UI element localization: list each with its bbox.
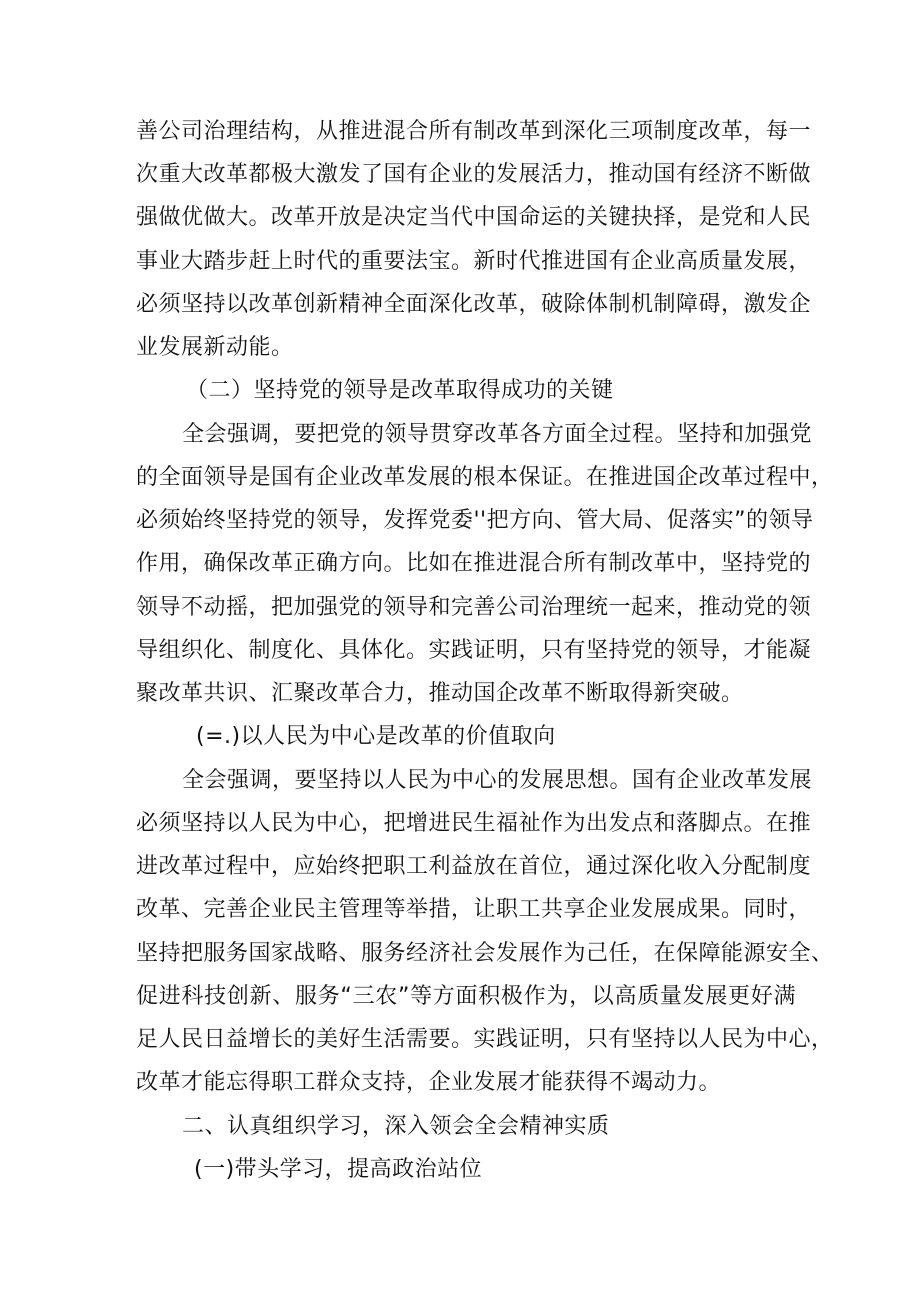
section-heading: 二、认真组织学习，深入领会全会精神实质	[182, 1114, 610, 1139]
paragraph-line: 导组织化、制度化、具体化。实践证明，只有坚持党的领导，才能凝	[136, 638, 812, 663]
paragraph-line: 强做优做大。改革开放是决定当代中国命运的关键抉择，是党和人民	[136, 205, 812, 230]
section-subheading: (=.)以人民为中心是改革的价值取向	[196, 724, 556, 749]
paragraph-line: 进改革过程中，应始终把职工利益放在首位，通过深化收入分配制度	[136, 854, 812, 879]
paragraph-line: 必须坚持以改革创新精神全面深化改革，破除体制机制障碍，激发企	[136, 292, 812, 317]
paragraph-line: 促进科技创新、服务“三农”等方面积极作为，以高质量发展更好满	[136, 984, 796, 1009]
paragraph-line: 聚改革共识、汇聚改革合力，推动国企改革不断取得新突破。	[136, 681, 744, 706]
paragraph-line: 必须坚持以人民为中心，把增进民生福祉作为出发点和落脚点。在推	[136, 811, 812, 836]
paragraph-line: 事业大踏步赶上时代的重要法宝。新时代推进国有企业高质量发展，	[136, 249, 812, 274]
paragraph-line: 足人民日益增长的美好生活需要。实践证明，只有坚持以人民为中心，	[136, 1027, 834, 1052]
paragraph-line: 全会强调，要把党的领导贯穿改革各方面全过程。坚持和加强党	[182, 422, 813, 447]
paragraph-line: 作用，确保改革正确方向。比如在推进混合所有制改革中，坚持党的	[136, 551, 812, 576]
paragraph-line: 改革才能忘得职工群众支持，企业发展才能获得不竭动力。	[136, 1070, 722, 1095]
paragraph-line: 坚持把服务国家战略、服务经济社会发展作为己任，在保障能源安全、	[136, 941, 834, 966]
paragraph-line: 的全面领导是国有企业改革发展的根本保证。在推进国企改革过程中，	[136, 465, 834, 490]
section-subheading: （二）坚持党的领导是改革取得成功的关键	[186, 378, 614, 403]
paragraph-line: 必须始终坚持党的领导，发挥党委''把方向、管大局、促落实”的领导	[136, 508, 814, 533]
paragraph-line: 次重大改革都极大激发了国有企业的发展活力，推动国有经济不断做	[136, 162, 812, 187]
paragraph-line: 善公司治理结构，从推进混合所有制改革到深化三项制度改革，每一	[136, 119, 812, 144]
paragraph-line: 全会强调，要坚持以人民为中心的发展思想。国有企业改革发展	[182, 768, 813, 793]
section-subheading: (一)带头学习，提高政治站位	[194, 1157, 483, 1182]
paragraph-line: 改革、完善企业民主管理等举措，让职工共享企业发展成果。同时，	[136, 897, 812, 922]
paragraph-line: 领导不动摇，把加强党的领导和完善公司治理统一起来，推动党的领	[136, 595, 812, 620]
paragraph-line: 业发展新动能。	[136, 335, 294, 360]
